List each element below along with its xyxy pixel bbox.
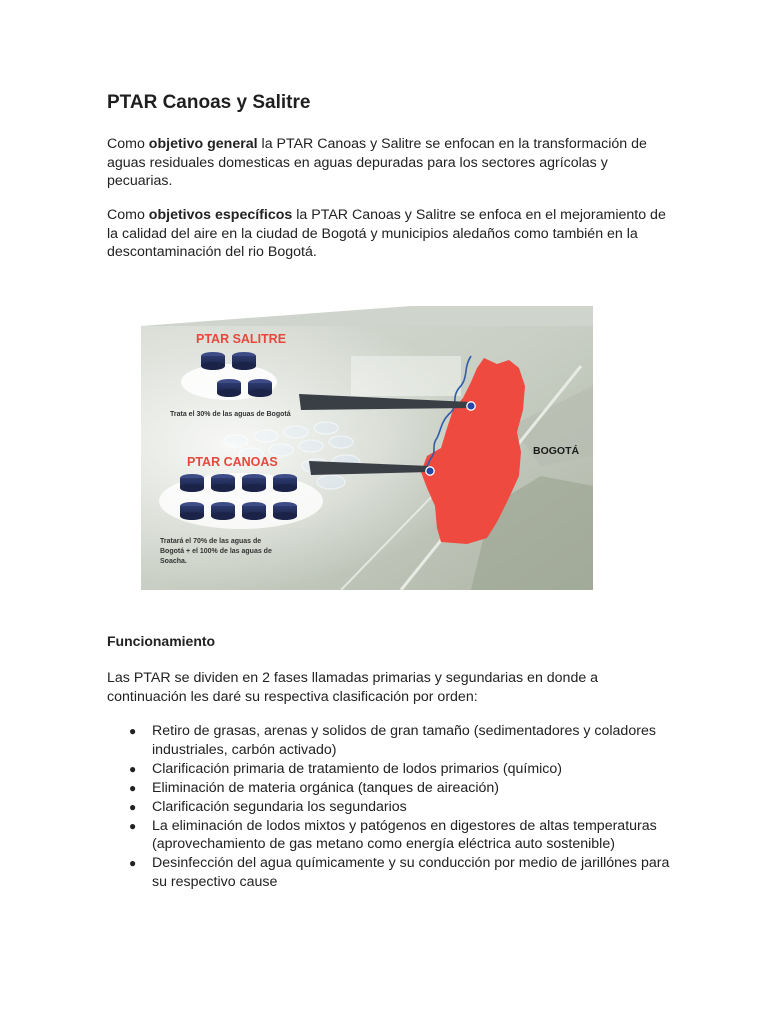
list-item	[107, 779, 687, 798]
bullet-icon: ●	[129, 761, 137, 776]
canoas-location-marker	[426, 467, 434, 475]
list-item	[107, 760, 687, 779]
list-item-text: Retiro de grasas, arenas y solidos de gran tamaño (sedimentadores y coladores industriales, carbón activado)	[152, 723, 656, 758]
section-heading: Funcionamiento	[107, 633, 216, 649]
city-label: BOGOTÁ	[533, 445, 580, 457]
page-title: PTAR Canoas y Salitre	[107, 92, 311, 113]
bullet-icon: ●	[129, 856, 137, 870]
list-item	[107, 798, 687, 817]
canoas-label: PTAR CANOAS	[187, 455, 278, 469]
list-item	[107, 854, 687, 891]
specific-objectives-pre: Como	[107, 207, 149, 223]
list-item-text: Eliminación de materia orgánica (tanques de aireación)	[152, 779, 499, 796]
bullet-icon: ●	[129, 799, 137, 814]
process-steps-list	[107, 722, 687, 892]
bullet-icon: ●	[129, 724, 137, 738]
specific-objectives-text: la PTAR Canoas y Salitre se enfoca en el mejoramiento de la calidad del aire en la ciudad de Bogotá y municipios aledaños como también en la descontaminación del rio Bogotá.	[107, 207, 666, 260]
bullet-icon: ●	[129, 780, 137, 795]
bullet-icon: ●	[129, 818, 137, 833]
ptar-map-illustration	[141, 306, 593, 590]
general-objective-paragraph	[107, 135, 667, 191]
canoas-caption-line-2: Bogotá + el 100% de las aguas de	[160, 548, 272, 555]
list-item-text: La eliminación de lodos mixtos y patógenos en digestores de altas temperaturas (aprovechamiento de gas metano como energía eléctrica auto sostenible)	[152, 817, 657, 852]
salitre-label: PTAR SALITRE	[196, 332, 287, 346]
general-objective-pre: Como	[107, 136, 149, 152]
list-item-text: Clarificación primaria de tratamiento de lodos primarios (químico)	[152, 760, 563, 777]
specific-objectives-paragraph	[107, 206, 667, 262]
list-item	[107, 817, 687, 854]
canoas-caption-line-1: Tratará el 70% de las aguas de	[160, 538, 262, 545]
specific-objectives-bold: objetivos específicos	[148, 207, 293, 223]
intro-paragraph: Las PTAR se dividen en 2 fases llamadas primarias y segundarias en donde a continuación les daré su respectiva clasificación por orden:	[107, 670, 599, 705]
canoas-caption-line-3: Soacha.	[160, 558, 187, 565]
list-item-text: Clarificación segundaria los segundarios	[152, 798, 407, 815]
general-objective-bold: objetivo general	[148, 136, 258, 152]
general-objective-text: la PTAR Canoas y Salitre se enfocan en la transformación de aguas residuales domesticas en aguas depuradas para los sectores agrícolas y pecuarias.	[107, 136, 647, 189]
salitre-location-marker	[467, 402, 475, 410]
list-item	[107, 722, 687, 759]
salitre-caption: Trata el 30% de las aguas de Bogotá	[170, 411, 291, 418]
ptar-map-figure	[141, 306, 593, 590]
list-item-text: Desinfección del agua químicamente y su conducción por medio de jarillónes para su respectivo cause	[152, 855, 670, 890]
